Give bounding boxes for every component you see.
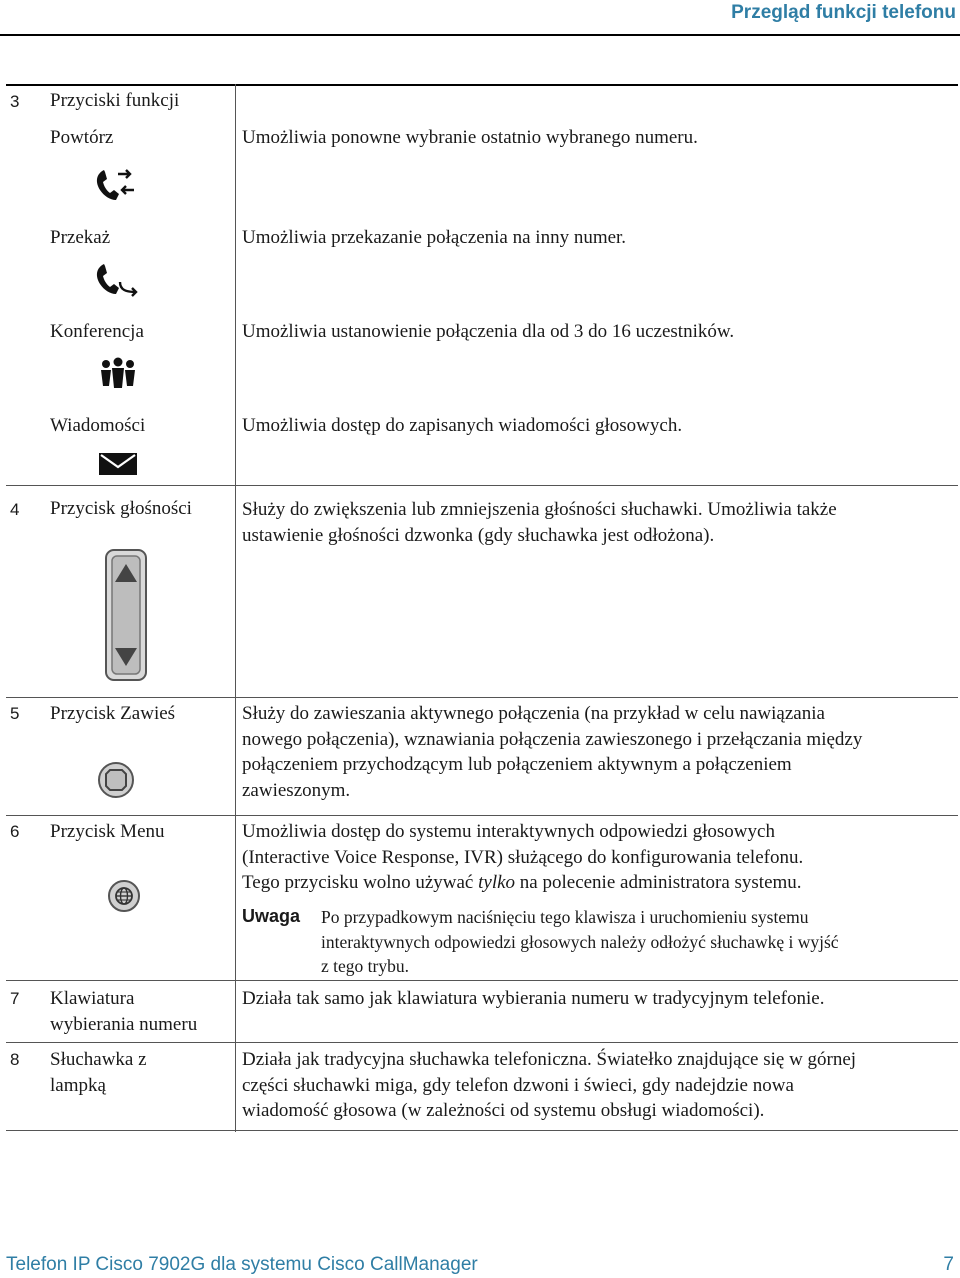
feature-desc-transfer: Umożliwia przekazanie połączenia na inny numer. (242, 227, 627, 248)
feature-label-volume: Przycisk głośności (50, 498, 192, 519)
note-label: Uwaga (242, 906, 301, 926)
feature-label-handset: Słuchawka z lampką (50, 1049, 147, 1096)
table-column-divider (235, 84, 236, 1132)
row-number: 4 (10, 500, 20, 519)
row-separator (6, 815, 958, 816)
feature-desc-menu: Umożliwia dostęp do systemu interaktywnych odpowiedzi głosowych (Interactive Voice Response, IVR) służącego do konfigurowania telefonu. Tego przycisku wolno używać tylko na polecenie administratora systemu. (242, 821, 804, 893)
feature-desc-redial: Umożliwia ponowne wybranie ostatnio wybranego numeru. (242, 127, 698, 148)
row-number: 5 (10, 704, 20, 723)
row-number: 3 (10, 92, 20, 111)
note-text: Po przypadkowym naciśnięciu tego klawisza i uruchomieniu systemu interaktywnych odpowiedzi głosowych należy odłożyć słuchawkę i wyjść z tego trybu. (321, 907, 839, 976)
row-title: Przyciski funkcji (50, 90, 180, 111)
row-separator (6, 1042, 958, 1043)
row-number: 8 (10, 1050, 20, 1069)
table-top-rule (6, 84, 958, 86)
row-separator (6, 485, 958, 486)
menu-globe-icon (106, 878, 142, 914)
table-bottom-rule (6, 1130, 958, 1131)
footer-doc-title: Telefon IP Cisco 7902G dla systemu Cisco CallManager (6, 1254, 478, 1275)
feature-desc-handset: Działa jak tradycyjna słuchawka telefoniczna. Światełko znajdujące się w górnej części słuchawki miga, gdy telefon dzwoni i świeci, gdy nadejdzie nowa wiadomość głosowa (w zależności od systemu obsługi wiadomości). (242, 1049, 857, 1121)
hold-button-icon (96, 760, 136, 800)
messages-icon (98, 452, 138, 476)
row-separator (6, 697, 958, 698)
feature-desc-keypad: Działa tak samo jak klawiatura wybierania numeru w tradycyjnym telefonie. (242, 988, 825, 1009)
feature-desc-conference: Umożliwia ustanowienie połączenia dla od 3 do 16 uczestników. (242, 321, 735, 342)
feature-desc-messages: Umożliwia dostęp do zapisanych wiadomości głosowych. (242, 415, 683, 436)
row-number: 7 (10, 989, 20, 1008)
row-separator (6, 980, 958, 981)
header-rule (0, 34, 960, 36)
redial-icon (90, 164, 140, 206)
feature-label-transfer: Przekaż (50, 227, 111, 248)
feature-label-menu: Przycisk Menu (50, 821, 165, 842)
feature-desc-hold: Służy do zawieszania aktywnego połączenia (na przykład w celu nawiązania nowego połączenia), wznawiania połączenia zawieszonego i przełączania między połączeniem przychodzącym lub połączeniem aktywnym a połączeniem zawieszonym. (242, 703, 863, 801)
feature-label-redial: Powtórz (50, 127, 114, 148)
row-number: 6 (10, 822, 20, 841)
feature-desc-volume: Służy do zwiększenia lub zmniejszenia głośności słuchawki. Umożliwia także ustawienie głośności dzwonka (gdy słuchawka jest odłożona). (242, 499, 837, 546)
footer-page-number: 7 (943, 1254, 954, 1275)
feature-label-conference: Konferencja (50, 321, 144, 342)
conference-icon (98, 356, 138, 392)
feature-label-keypad: Klawiatura wybierania numeru (50, 988, 198, 1035)
volume-rocker-icon (104, 548, 148, 682)
feature-label-messages: Wiadomości (50, 415, 146, 436)
transfer-icon (90, 260, 142, 300)
page-header-title: Przegląd funkcji telefonu (731, 2, 956, 23)
feature-label-hold: Przycisk Zawieś (50, 703, 176, 724)
